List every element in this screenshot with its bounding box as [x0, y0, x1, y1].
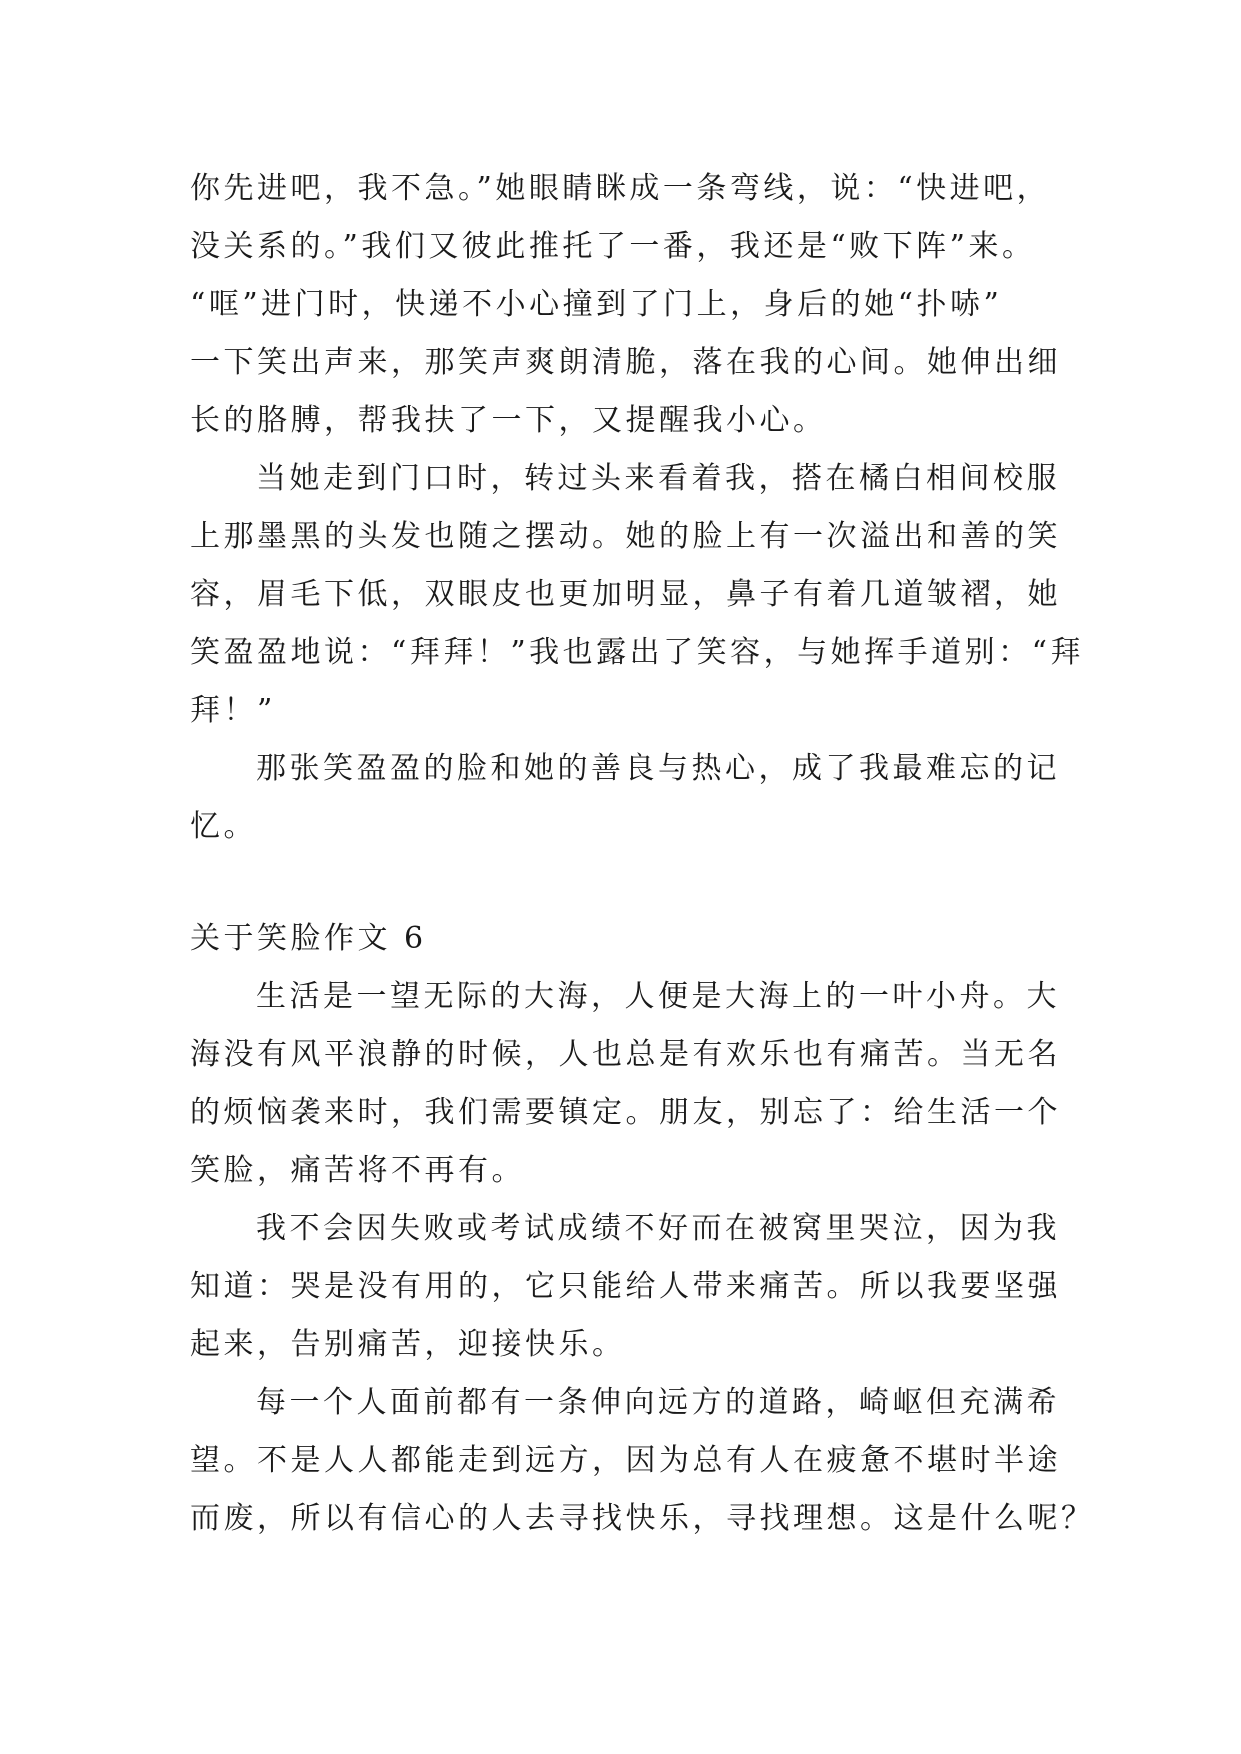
paragraph-first-line: 我不会因失败或考试成绩不好而在被窝里哭泣，因为我 — [256, 1211, 1060, 1246]
document-page — [190, 160, 1095, 1548]
text-line: 没关系的。”我们又彼此推托了一番，我还是“败下阵”来。 — [190, 229, 1036, 264]
text-line: 笑脸，痛苦将不再有。 — [190, 1153, 525, 1188]
text-line: 你先进吧，我不急。”她眼睛眯成一条弯线，说：“快进吧， — [190, 171, 1051, 206]
text-line: 起来，告别痛苦，迎接快乐。 — [190, 1327, 626, 1362]
paragraph-first-line: 当她走到门口时，转过头来看着我，搭在橘白相间校服 — [256, 461, 1060, 496]
paragraph-first-line: 每一个人面前都有一条伸向远方的道路，崎岖但充满希 — [256, 1385, 1060, 1420]
text-line: 容，眉毛下低，双眼皮也更加明显，鼻子有着几道皱褶，她 — [190, 577, 1061, 612]
text-line: 的烦恼袭来时，我们需要镇定。朋友，别忘了：给生活一个 — [190, 1095, 1061, 1130]
text-line: 海没有风平浪静的时候，人也总是有欢乐也有痛苦。当无名 — [190, 1037, 1061, 1072]
text-line: 一下笑出声来，那笑声爽朗清脆，落在我的心间。她伸出细 — [190, 345, 1061, 380]
text-line: “哐”进门时，快递不小心撞到了门上，身后的她“扑哧” — [190, 287, 1003, 322]
section-heading: 关于笑脸作文 6 — [190, 921, 427, 956]
text-line: 拜！” — [190, 693, 276, 728]
section-spacer — [190, 856, 1060, 910]
text-line: 忆。 — [190, 809, 257, 844]
text-line: 望。不是人人都能走到远方，因为总有人在疲惫不堪时半途 — [190, 1443, 1061, 1478]
paragraph-first-line: 生活是一望无际的大海，人便是大海上的一叶小舟。大 — [256, 979, 1060, 1014]
text-line: 笑盈盈地说：“拜拜！”我也露出了笑容，与她挥手道别：“拜 — [190, 635, 1085, 670]
text-line: 知道：哭是没有用的，它只能给人带来痛苦。所以我要坚强 — [190, 1269, 1061, 1304]
text-line: 而废，所以有信心的人去寻找快乐，寻找理想。这是什么呢？ — [190, 1501, 1095, 1536]
text-line: 长的胳膊，帮我扶了一下，又提醒我小心。 — [190, 403, 827, 438]
paragraph-first-line: 那张笑盈盈的脸和她的善良与热心，成了我最难忘的记 — [256, 751, 1060, 786]
text-line: 上那墨黑的头发也随之摆动。她的脸上有一次溢出和善的笑 — [190, 519, 1061, 554]
